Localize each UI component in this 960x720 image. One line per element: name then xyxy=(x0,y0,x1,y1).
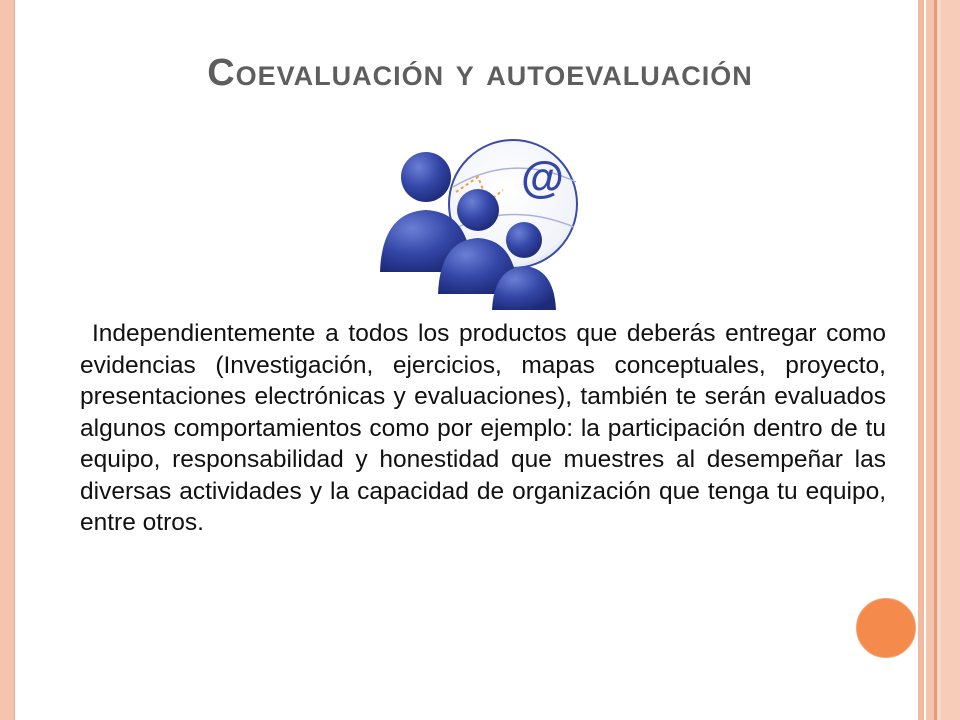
left-border xyxy=(0,0,15,720)
slide-body-text: Independientemente a todos los productos que deberás entregar como evidencias (Investigación, ejercicios, mapas conceptuales, proyecto, presentaciones electrónicas y evaluaciones), también te serán evaluados algunos comportamientos como por ejemplo: la participación dentro de tu equipo, responsabilidad y honestidad que muestres al desempeñar las diversas actividades y la capacidad de organización que tenga tu equipo, entre otros. xyxy=(80,320,886,536)
right-stripe xyxy=(941,0,960,720)
at-symbol: @ xyxy=(521,153,564,202)
group-users-email-icon xyxy=(378,132,588,310)
right-stripe xyxy=(926,0,934,720)
decorative-orange-circle xyxy=(856,598,916,658)
slide-title: Coevaluación y autoevaluación xyxy=(207,52,753,94)
